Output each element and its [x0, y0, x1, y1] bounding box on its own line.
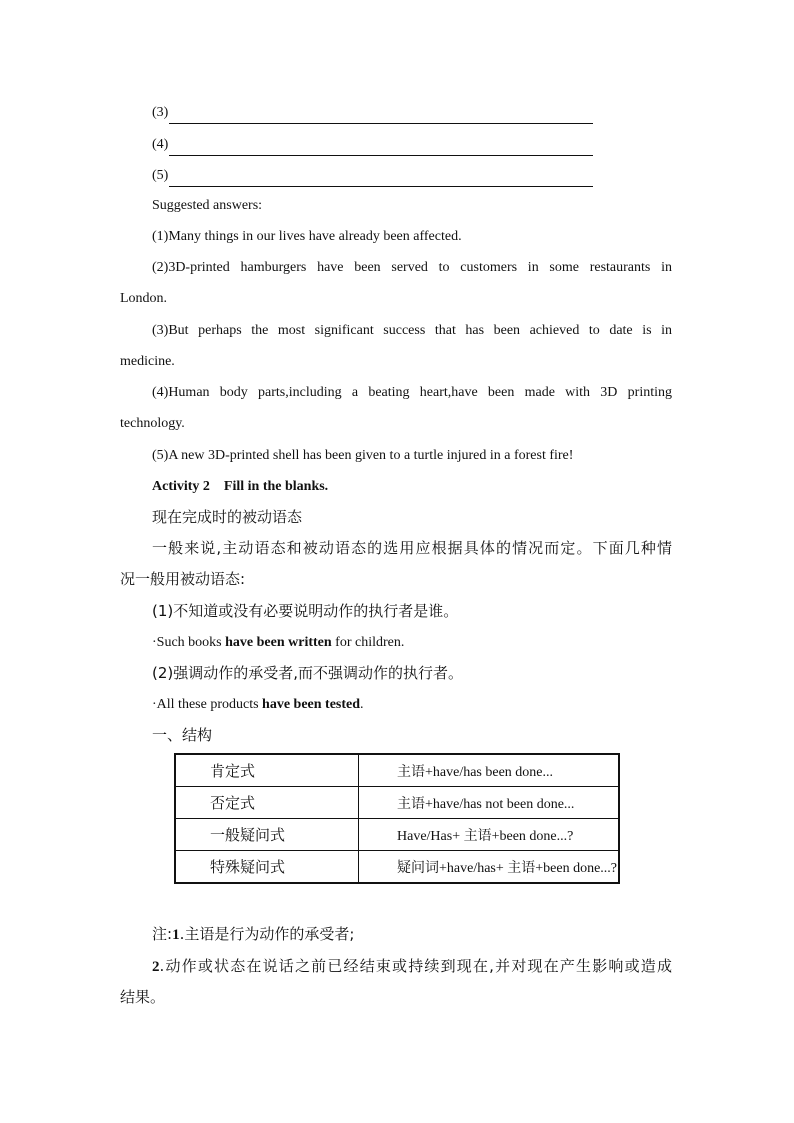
blank-label: (4) — [152, 137, 169, 152]
note-1 — [152, 922, 672, 947]
structure-table — [174, 753, 620, 884]
note-prefix: 注: — [152, 925, 173, 943]
example-2-bold: have been tested — [262, 697, 361, 712]
example-1-post: for children. — [331, 635, 405, 650]
pattern-cell: 主语+have/has not been done... — [359, 787, 620, 819]
form-cell: 否定式 — [175, 787, 359, 819]
note-2-number: 2 — [152, 959, 160, 975]
answer-1: (1)Many things in our lives have already been affected. — [152, 229, 462, 244]
table-row — [175, 787, 619, 819]
example-1-pre: ·Such books — [152, 635, 226, 650]
example-1-bold: have been written — [225, 635, 332, 650]
pattern-cell: 疑问词+have/has+ 主语+been done...? — [359, 851, 620, 884]
blank-rule — [169, 109, 593, 124]
form-cell: 特殊疑问式 — [175, 851, 359, 884]
grammar-title: 现在完成时的被动语态 — [152, 508, 303, 526]
note-2-line-2: 结果。 — [120, 988, 166, 1006]
structure-heading: 一、结构 — [152, 726, 213, 744]
blank-line-3[interactable] — [152, 102, 593, 124]
blank-label: (3) — [152, 105, 169, 120]
blank-label: (5) — [152, 168, 169, 183]
answer-3-line-1: (3)But perhaps the most significant success that has been achieved to date is in — [152, 323, 672, 338]
suggested-answers-heading: Suggested answers: — [152, 198, 263, 213]
pattern-cell: Have/Has+ 主语+been done...? — [359, 819, 620, 851]
example-2-pre: ·All these products — [152, 697, 263, 712]
blank-line-5[interactable] — [152, 165, 593, 187]
form-cell: 肯定式 — [175, 754, 359, 787]
pattern-cell: 主语+have/has been done... — [359, 754, 620, 787]
grammar-intro-line-2: 况一般用被动语态: — [120, 570, 246, 588]
table-row — [175, 754, 619, 787]
answer-3-line-2: medicine. — [120, 354, 175, 369]
blank-line-4[interactable] — [152, 134, 593, 156]
note-1-text: .主语是行为动作的承受者; — [179, 925, 355, 943]
note-2-line-1 — [152, 954, 672, 979]
activity-heading: Activity 2 Fill in the blanks. — [152, 479, 329, 494]
answer-2-line-1: (2)3D-printed hamburgers have been served to customers in some restaurants in — [152, 260, 672, 275]
note-1-number: 1 — [172, 927, 180, 943]
blank-rule — [169, 141, 593, 156]
note-2-text: .动作或状态在说话之前已经结束或持续到现在,并对现在产生影响或造成 — [159, 957, 672, 975]
example-2 — [152, 694, 672, 716]
blank-rule — [169, 172, 593, 187]
grammar-intro-line-1: 一般来说,主动语态和被动语态的选用应根据具体的情况而定。下面几种情 — [152, 539, 672, 557]
grammar-case-2: (2)强调动作的承受者,而不强调动作的执行者。 — [152, 664, 464, 682]
example-2-post: . — [360, 697, 364, 712]
answer-4-line-1: (4)Human body parts,including a beating heart,have been made with 3D printing — [152, 385, 672, 400]
form-cell: 一般疑问式 — [175, 819, 359, 851]
answer-4-line-2: technology. — [120, 416, 185, 431]
table-row — [175, 819, 619, 851]
table-row — [175, 851, 619, 884]
grammar-case-1: (1)不知道或没有必要说明动作的执行者是谁。 — [152, 602, 459, 620]
answer-2-line-2: London. — [120, 291, 168, 306]
example-1 — [152, 632, 672, 654]
answer-5: (5)A new 3D-printed shell has been given to a turtle injured in a forest fire! — [152, 448, 574, 463]
